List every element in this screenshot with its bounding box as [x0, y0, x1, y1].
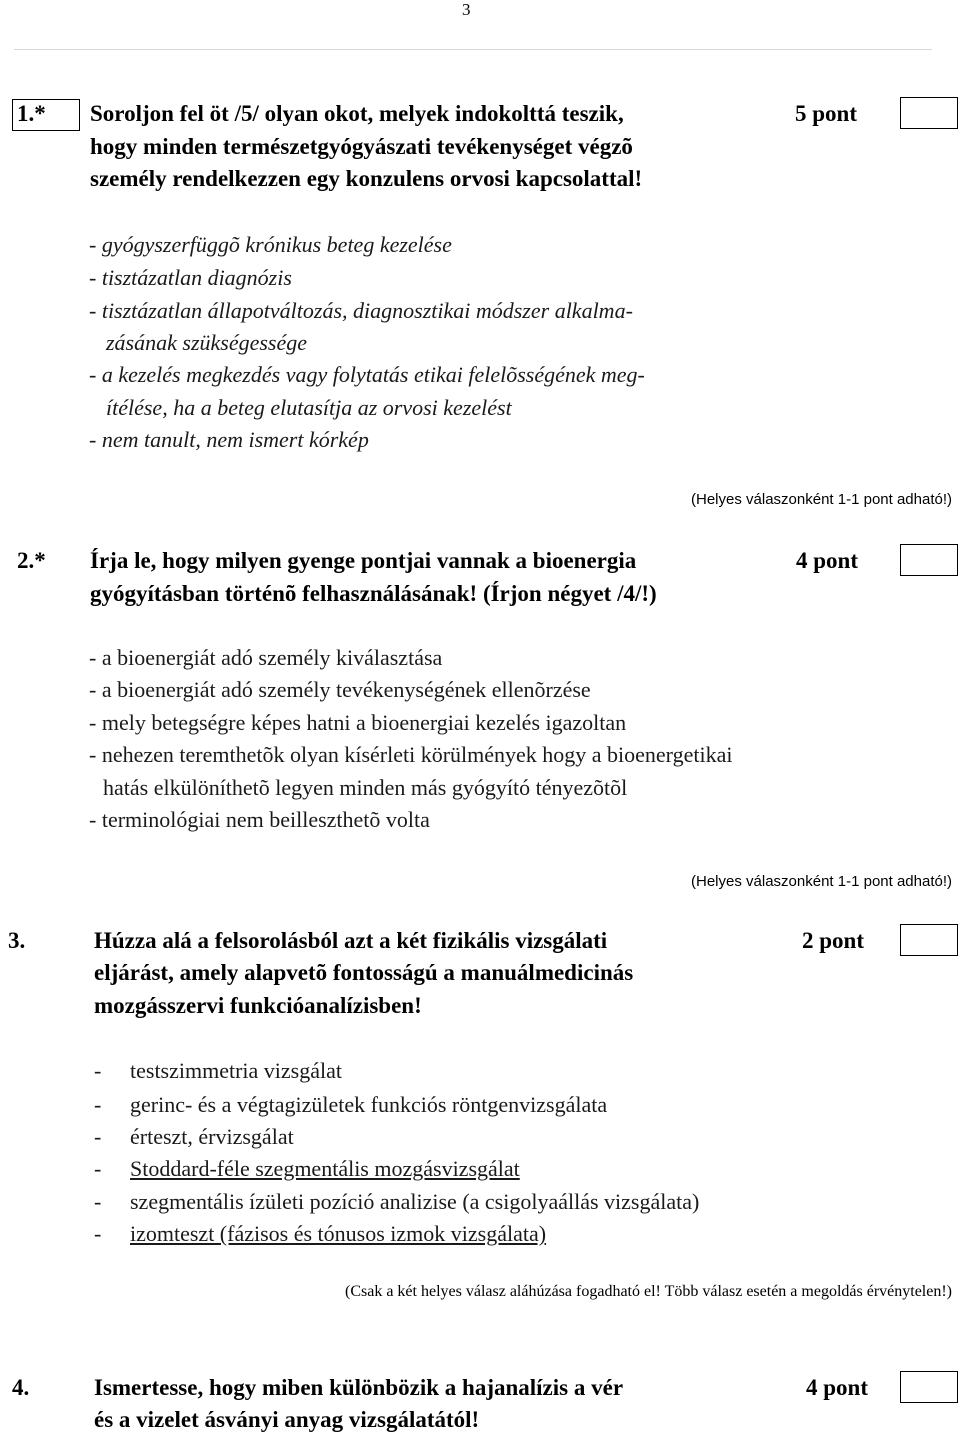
question-3-option-1[interactable]: testszimmetria vizsgálat: [130, 1058, 342, 1083]
question-3-option-5[interactable]: szegmentális ízületi pozíció analizise (a csigolyaállás vizsgálata): [130, 1189, 700, 1214]
question-2-score-box[interactable]: [900, 544, 958, 576]
question-1-answer-1: - gyógyszerfüggõ krónikus beteg kezelése: [89, 232, 452, 257]
question-1-line-2: hogy minden természetgyógyászati tevékenységet végzõ: [90, 134, 633, 159]
question-4-number: 4.: [12, 1375, 30, 1400]
question-4-score-box[interactable]: [900, 1371, 958, 1403]
question-2-points: 4 pont: [796, 548, 858, 573]
question-3-option-6-underlined[interactable]: izomteszt (fázisos és tónusos izmok vizsgálata): [130, 1221, 547, 1246]
question-3-line-3: mozgásszervi funkcióanalízisben!: [94, 993, 422, 1018]
question-3-option-3-dash: -: [94, 1124, 102, 1149]
question-3-number: 3.: [8, 928, 26, 953]
question-1-answer-3-cont: zásának szükségessége: [106, 330, 308, 355]
question-3-option-6-dash: -: [94, 1221, 102, 1246]
question-2-scoring-note: (Helyes válaszonként 1-1 pont adható!): [691, 873, 952, 890]
question-4-line-2: és a vizelet ásványi anyag vizsgálatától!: [94, 1407, 480, 1432]
question-4-points: 4 pont: [806, 1375, 868, 1400]
question-2-answer-3: - mely betegségre képes hatni a bioenergiai kezelés igazoltan: [89, 710, 627, 735]
question-4-line-1: Ismertesse, hogy miben különbözik a hajanalízis a vér: [94, 1375, 624, 1400]
question-2-answer-1: - a bioenergiát adó személy kiválasztása: [89, 645, 443, 670]
question-1-answer-3: - tisztázatlan állapotváltozás, diagnosztikai módszer alkalma-: [89, 298, 633, 323]
question-3-option-4-dash: -: [94, 1156, 102, 1181]
question-3-line-1: Húzza alá a felsorolásból azt a két fizikális vizsgálati: [94, 928, 608, 953]
question-1-line-3: személy rendelkezzen egy konzulens orvosi kapcsolattal!: [90, 166, 643, 191]
question-2-number: 2.*: [17, 548, 46, 573]
question-3-option-1-dash: -: [94, 1058, 102, 1083]
question-1-scoring-note: (Helyes válaszonként 1-1 pont adható!): [691, 491, 952, 508]
question-2-answer-4: - nehezen teremthetõk olyan kísérleti körülmények hogy a bioenergetikai: [89, 742, 733, 767]
page-number: 3: [462, 0, 471, 19]
question-1-points: 5 pont: [795, 101, 857, 126]
question-1-answer-4: - a kezelés megkezdés vagy folytatás etikai felelõsségének meg-: [89, 362, 645, 387]
question-1-line-1: Soroljon fel öt /5/ olyan okot, melyek indokolttá teszik,: [90, 101, 624, 126]
question-3-line-2: eljárást, amely alapvetõ fontosságú a manuálmedicinás: [94, 960, 634, 985]
question-3-option-2[interactable]: gerinc- és a végtagizületek funkciós röntgenvizsgálata: [130, 1092, 608, 1117]
question-3-scoring-note: (Csak a két helyes válasz aláhúzása fogadható el! Több válasz esetén a megoldás érvénytelen!): [345, 1283, 952, 1300]
question-3-option-3[interactable]: érteszt, érvizsgálat: [130, 1124, 294, 1149]
question-1-answer-5: - nem tanult, nem ismert kórkép: [89, 427, 369, 452]
question-3-option-2-dash: -: [94, 1092, 102, 1117]
question-1-answer-2: - tisztázatlan diagnózis: [89, 265, 292, 290]
question-3-option-4-underlined[interactable]: Stoddard-féle szegmentális mozgásvizsgálat: [130, 1156, 520, 1181]
question-1-number: 1.*: [17, 101, 46, 126]
question-2-line-1: Írja le, hogy milyen gyenge pontjai vannak a bioenergia: [90, 548, 637, 573]
question-3-points: 2 pont: [802, 928, 864, 953]
question-3-option-5-dash: -: [94, 1189, 102, 1214]
question-2-line-2: gyógyításban történõ felhasználásának! (Írjon négyet /4/!): [90, 581, 657, 606]
question-2-answer-5: - terminológiai nem beilleszthetõ volta: [89, 807, 430, 832]
question-2-answer-4-cont: hatás elkülöníthetõ legyen minden más gyógyító tényezõtõl: [103, 775, 628, 800]
header-divider: [14, 49, 932, 50]
question-1-answer-4-cont: ítélése, ha a beteg elutasítja az orvosi kezelést: [106, 395, 512, 420]
question-2-answer-2: - a bioenergiát adó személy tevékenységének ellenõrzése: [89, 677, 591, 702]
question-1-score-box[interactable]: [900, 97, 958, 129]
question-3-score-box[interactable]: [900, 924, 958, 956]
